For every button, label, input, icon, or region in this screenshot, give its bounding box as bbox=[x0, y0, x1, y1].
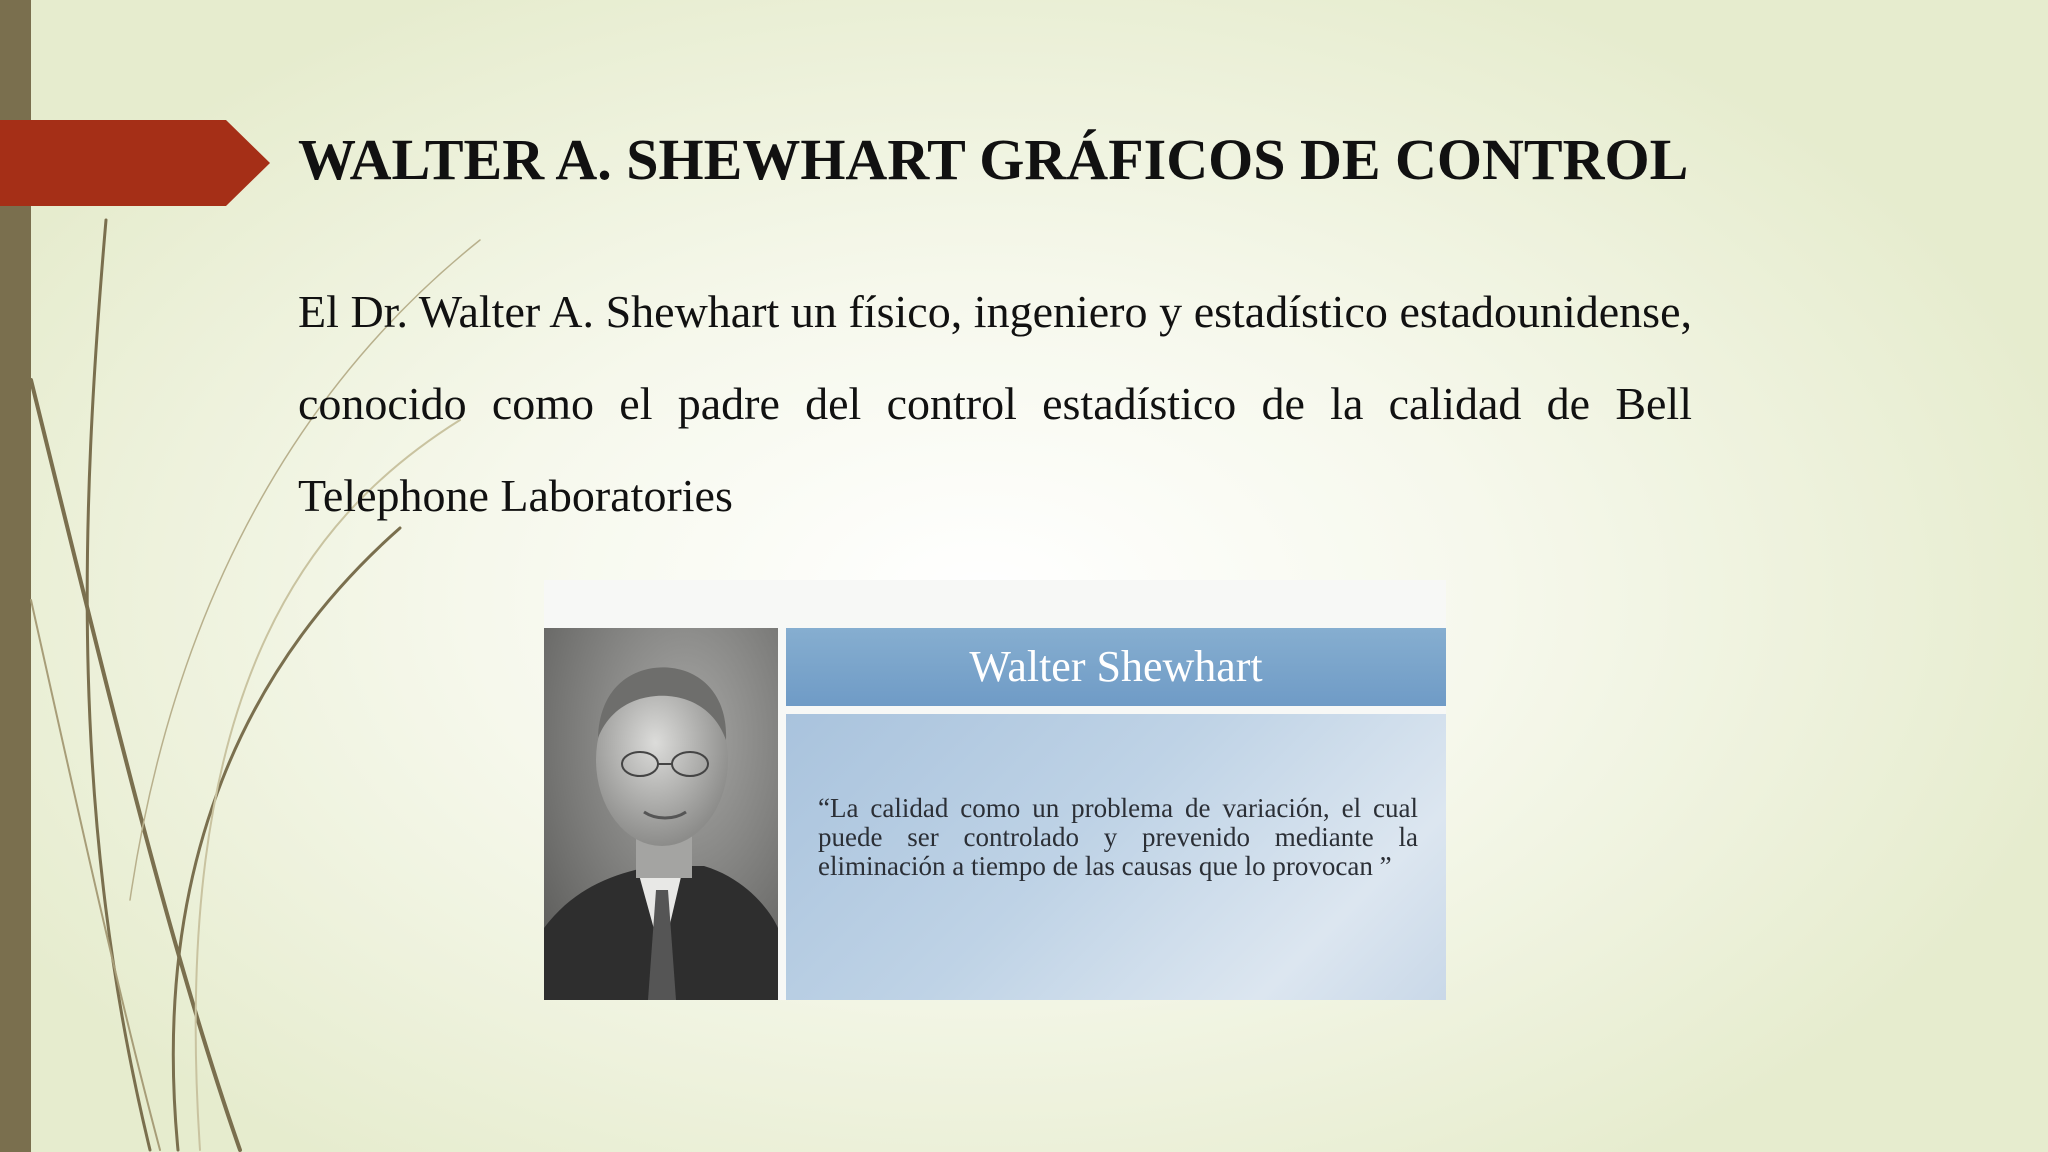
name-banner: Walter Shewhart bbox=[786, 628, 1446, 706]
body-paragraph: El Dr. Walter A. Shewhart un físico, ingeniero y estadístico estadounidense, conocido como el padre del control estadístico de la calidad de Bell Telephone Laboratories bbox=[298, 286, 1692, 521]
quote-text: “La calidad como un problema de variación, el cual puede ser controlado y prevenido mediante la eliminación a tiempo de las causas que lo provocan ” bbox=[818, 793, 1418, 881]
slide-title: WALTER A. SHEWHART GRÁFICOS DE CONTROL bbox=[298, 127, 1689, 192]
title-arrow-marker bbox=[0, 120, 270, 206]
portrait-photo bbox=[544, 628, 778, 1000]
quote-panel bbox=[786, 714, 1446, 1000]
shewhart-figure bbox=[544, 580, 1446, 1000]
